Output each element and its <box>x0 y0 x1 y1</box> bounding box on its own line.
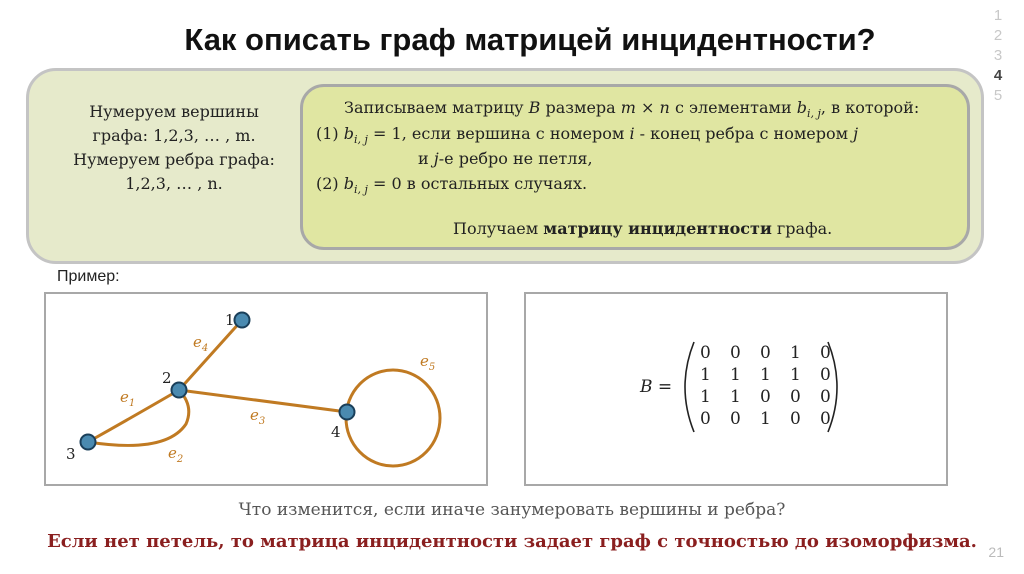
matrix-cell-r2-c4: 1 <box>790 365 801 385</box>
result-pre: Получаем <box>453 219 539 238</box>
case1-end: - конец ребра с номером <box>639 124 849 143</box>
vertex-2 <box>172 383 187 398</box>
case1-eq: = 1 <box>373 124 402 143</box>
vertex-label-3: 3 <box>66 445 76 463</box>
matrix-cell-r3-c3: 0 <box>760 387 771 407</box>
case1b-text: -е ребро не петля, <box>438 149 593 168</box>
example-label: Пример: <box>57 268 120 285</box>
edge-label-e3-e: e <box>250 406 259 424</box>
edge-label-e5 <box>420 352 435 373</box>
element-sub: i, j <box>807 107 821 120</box>
matrix-cell-r1-c1: 0 <box>700 343 711 363</box>
page-link-3[interactable]: 3 <box>993 47 1003 64</box>
matrix-cell-r3-c2: 1 <box>730 387 741 407</box>
matrix-cell-r2-c1: 1 <box>700 365 711 385</box>
matrix-cell-r1-c5: 0 <box>820 343 831 363</box>
vertex-4 <box>340 405 355 420</box>
edge-label-e1-sub: 1 <box>128 398 136 409</box>
question-text: Что изменится, если иначе занумеровать вершины и ребра? <box>238 500 786 520</box>
vertex-label-4: 4 <box>331 423 341 441</box>
case1b-and: и <box>418 149 429 168</box>
def-tail: , в которой: <box>820 98 920 117</box>
edge-label-e5-sub: 5 <box>428 362 436 373</box>
case2-prefix: (2) <box>316 174 339 193</box>
edge-label-e4 <box>193 333 208 354</box>
case1-j: j <box>853 124 859 143</box>
numbering-line-2: графа: 1,2,3, … , m. <box>92 126 256 145</box>
matrix-cell-r1-c3: 0 <box>760 343 771 363</box>
matrix-cell-r2-c5: 0 <box>820 365 831 385</box>
graph-box <box>44 292 488 486</box>
edge-label-e2 <box>168 444 183 465</box>
edge-e5-loop <box>346 370 440 466</box>
edge-label-e5-e: e <box>420 352 429 370</box>
edge-label-e2-e: e <box>168 444 177 462</box>
vertex-1 <box>235 313 250 328</box>
edge-label-e2-sub: 2 <box>176 454 184 465</box>
page-link-2[interactable]: 2 <box>993 27 1003 44</box>
numbering-line-3: Нумеруем ребра графа: <box>73 150 275 169</box>
result-post: графа. <box>776 219 833 238</box>
matrix-cell-r3-c4: 0 <box>790 387 801 407</box>
matrix-left-paren <box>685 342 694 432</box>
definition-line-1 <box>344 98 919 120</box>
vertex-label-2: 2 <box>162 369 172 387</box>
matrix-cell-r4-c2: 0 <box>730 409 741 429</box>
edge-label-e4-e: e <box>193 333 202 351</box>
edge-e3 <box>179 390 347 412</box>
matrix-symbol: B <box>528 98 541 117</box>
graph-diagram <box>46 294 486 484</box>
case2-sub: i, j <box>354 183 368 196</box>
case1-text: , если вершина с номером <box>401 124 625 143</box>
matrix-cell-r3-c1: 1 <box>700 387 711 407</box>
edge-label-e1-e: e <box>120 388 129 406</box>
numbering-line-1: Нумеруем вершины <box>89 102 259 121</box>
page-link-current[interactable]: 4 <box>993 67 1003 84</box>
matrix-cell-r4-c4: 0 <box>790 409 801 429</box>
matrix-cell-r2-c2: 1 <box>730 365 741 385</box>
matrix-name: B = <box>640 377 673 397</box>
matrix-cell-r4-c1: 0 <box>700 409 711 429</box>
matrix-cell-r3-c5: 0 <box>820 387 831 407</box>
matrix-box <box>524 292 948 486</box>
result-term: матрицу инцидентности <box>543 219 772 238</box>
case2-eq: = 0 <box>373 174 402 193</box>
page-link-5[interactable]: 5 <box>993 87 1003 104</box>
definition-case-1 <box>316 124 858 146</box>
vertex-label-1: 1 <box>225 311 235 329</box>
matrix-cell-r1-c2: 0 <box>730 343 741 363</box>
edge-label-e3 <box>250 406 265 427</box>
numbering-text <box>54 100 294 196</box>
edge-label-e1 <box>120 388 135 409</box>
case1b-j: j <box>433 149 439 168</box>
vertex-3 <box>81 435 96 450</box>
edge-e4 <box>179 320 242 390</box>
case1-bij: b <box>343 124 355 143</box>
def-elems: с элементами <box>674 98 792 117</box>
definition-case-1b <box>418 149 593 168</box>
case1-prefix: (1) <box>316 124 339 143</box>
matrix-cell-r2-c3: 1 <box>760 365 771 385</box>
def-text: Записываем матрицу <box>344 98 524 117</box>
case2-text: в остальных случаях. <box>406 174 588 193</box>
slide-title: Как описать граф матрицей инцидентности? <box>184 22 876 57</box>
edge-e2 <box>88 390 189 445</box>
def-size: размера <box>545 98 616 117</box>
edge-label-e4-sub: 4 <box>201 343 209 354</box>
case1-sub: i, j <box>354 133 368 146</box>
page-link-1[interactable]: 1 <box>993 7 1003 24</box>
edge-label-e3-sub: 3 <box>258 416 266 427</box>
slide-number: 21 <box>988 544 1004 560</box>
definition-case-2 <box>316 174 587 196</box>
element-symbol: b <box>796 98 807 117</box>
conclusion-text: Если нет петель, то матрица инцидентности задает граф с точностью до изоморфизма. <box>47 531 977 552</box>
case1-i: i <box>629 124 635 143</box>
matrix-cell-r4-c3: 1 <box>760 409 771 429</box>
matrix-cell-r1-c4: 1 <box>790 343 801 363</box>
slide-pager <box>988 6 1008 106</box>
definition-result <box>453 219 832 238</box>
case2-bij: b <box>343 174 355 193</box>
matrix-cell-r4-c5: 0 <box>820 409 831 429</box>
numbering-line-4: 1,2,3, … , n. <box>125 174 223 193</box>
incidence-matrix <box>526 294 946 484</box>
matrix-dims: m × n <box>620 98 670 117</box>
matrix-cells <box>700 343 831 429</box>
